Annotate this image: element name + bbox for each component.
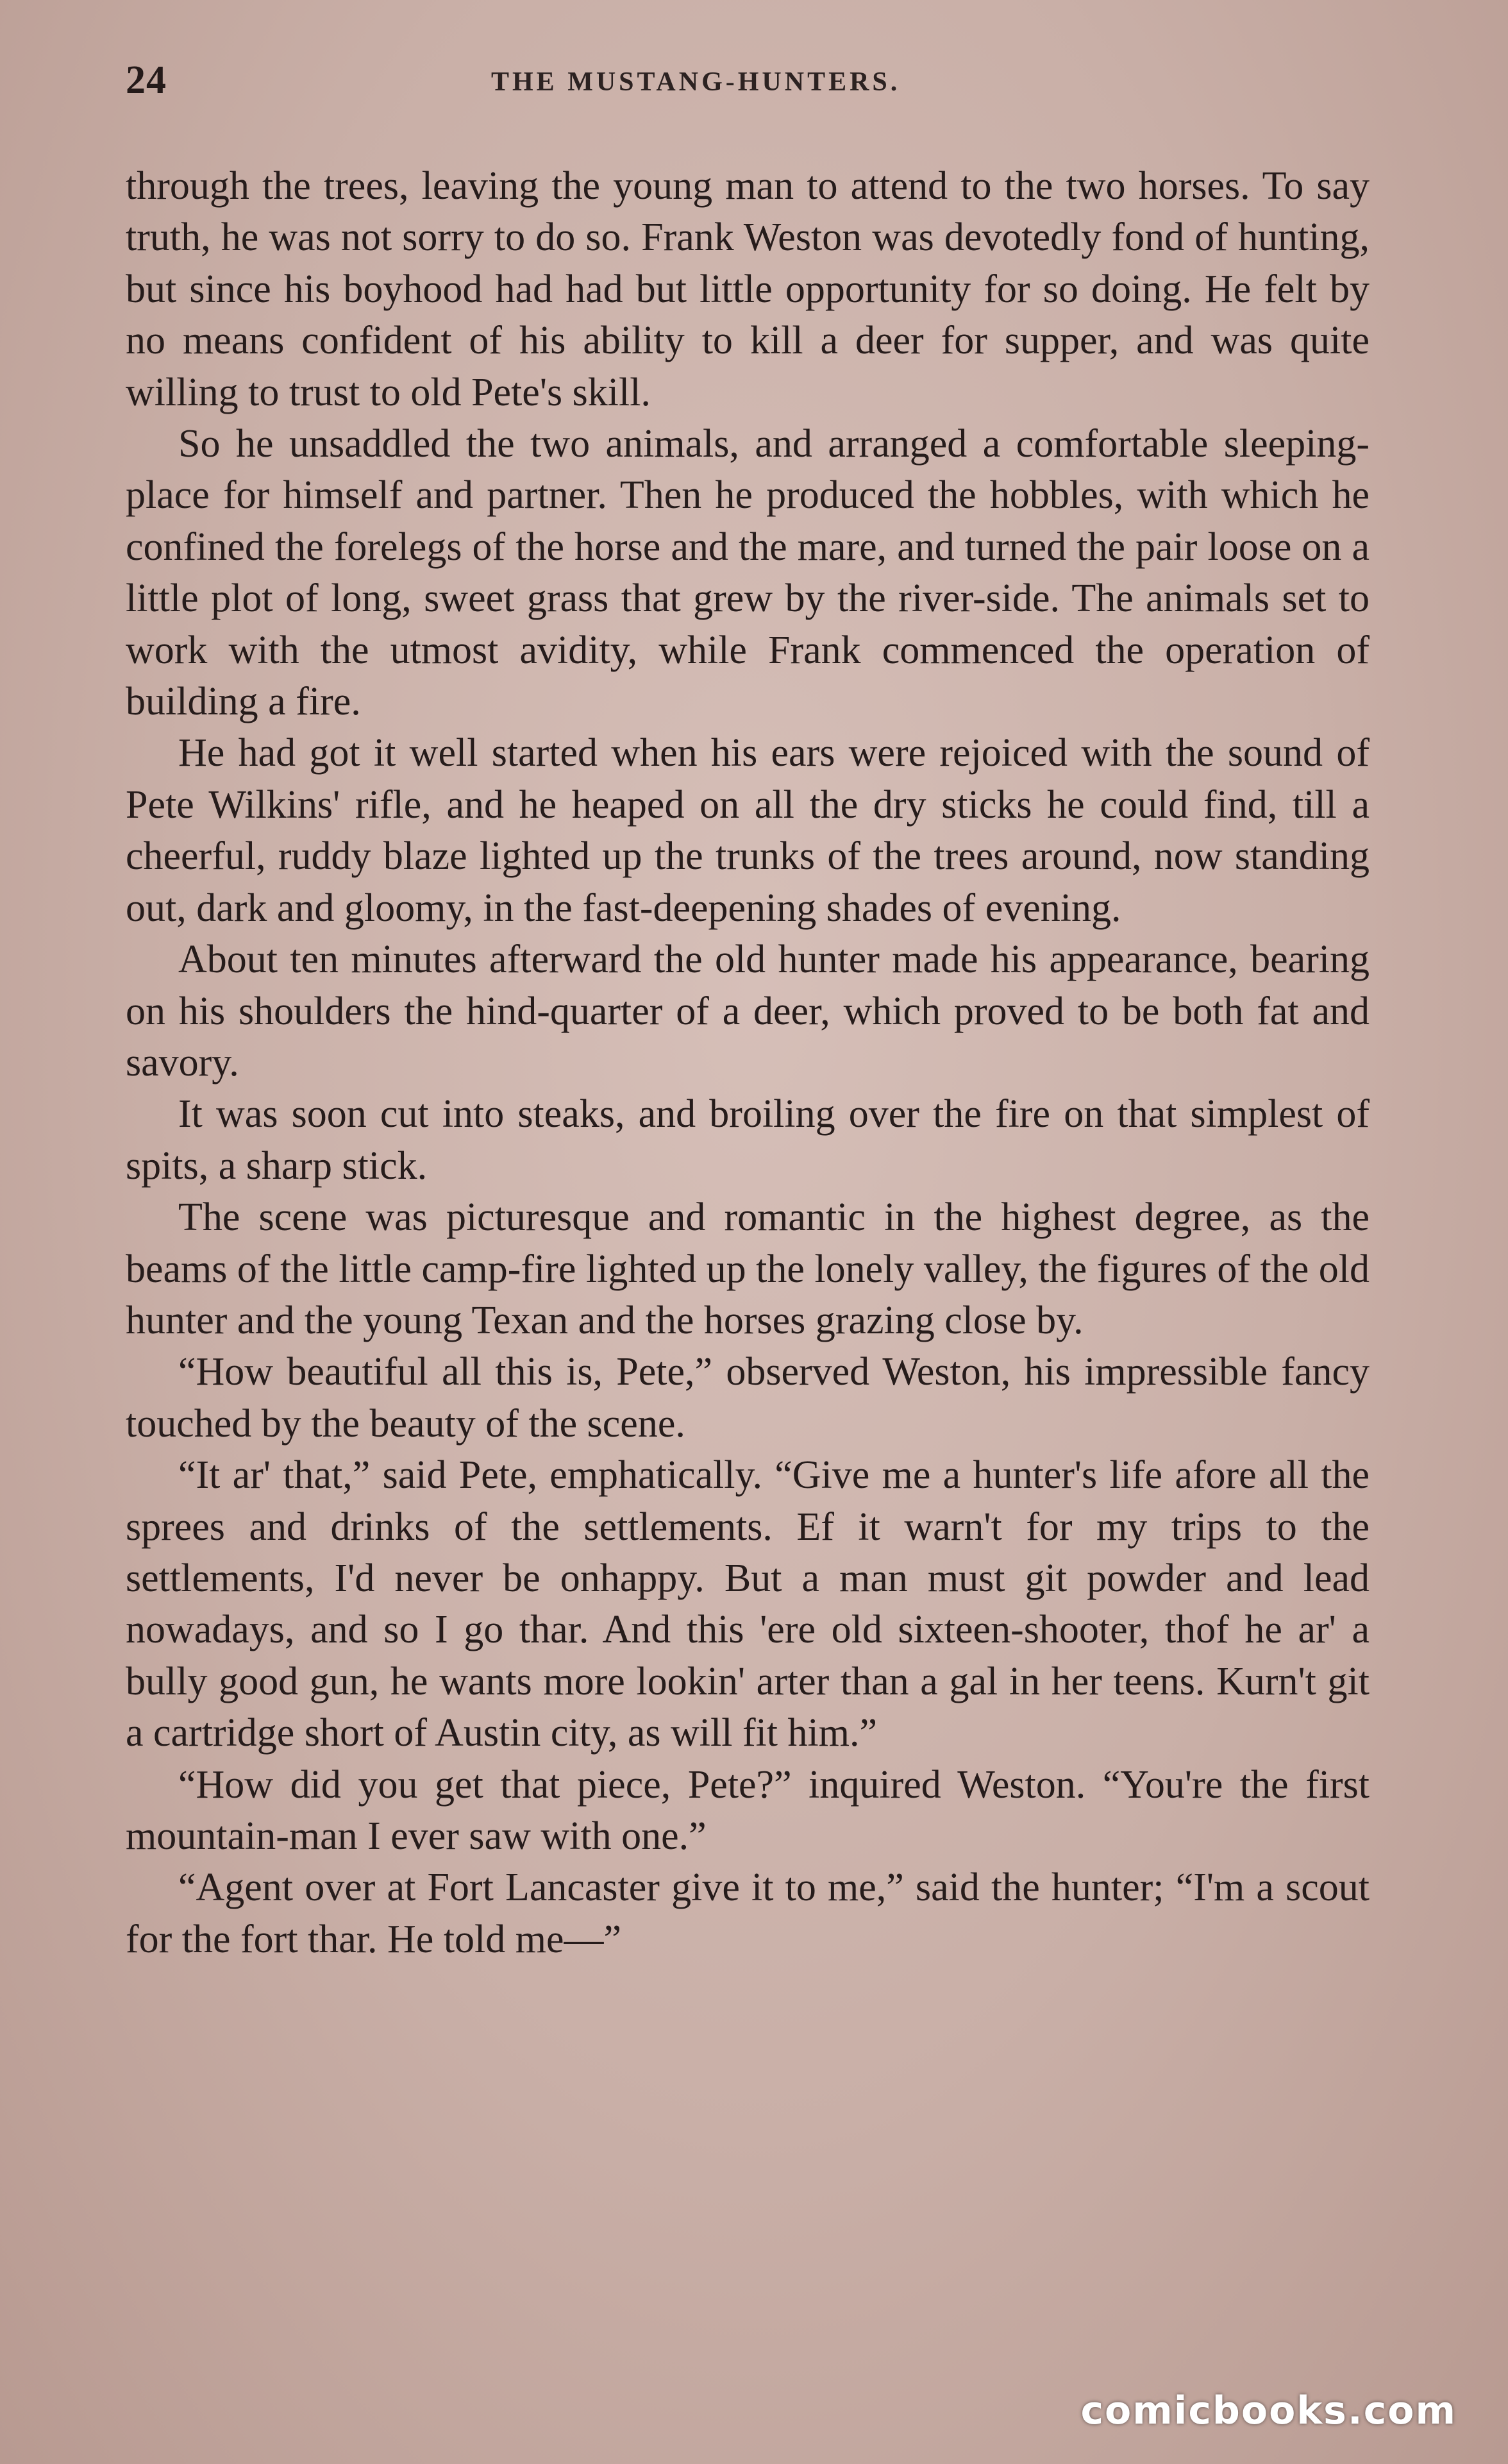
paragraph-2: So he unsaddled the two animals, and arranged a comfortable sleeping-place for himself and partner. Then he produced the hobbles, with which he confined the forelegs of the horse and the mare, and turned the pair loose on a little plot of long, sweet grass that grew by the river-side. The animals set to work with the utmost avidity, while Frank commenced the operation of building a fire. — [126, 422, 1370, 724]
page-header — [126, 58, 1370, 109]
paragraph-8: “It ar' that,” said Pete, emphatically. “Give me a hunter's life afore all the sprees and drinks of the settlements. Ef it warn't for my trips to the settlements, I'd never be onhappy. But a man must git powder and lead nowadays, and so I go thar. And this 'ere old sixteen-shooter, thof he ar' a bully good gun, he wants more lookin' arter than a gal in her teens. Kurn't git a cartridge short of Austin city, as will fit him.” — [126, 1453, 1370, 1755]
paragraph-3: He had got it well started when his ears were rejoiced with the sound of Pete Wilkins' rifle, and he heaped on all the dry sticks he could find, till a cheerful, ruddy blaze lighted up the trunks of the trees around, now standing out, dark and gloomy, in the fast-deepening shades of evening. — [126, 731, 1370, 930]
page-number: 24 — [126, 58, 167, 102]
paragraph-9: “How did you get that piece, Pete?” inquired Weston. “You're the first mountain-man I ever saw with one.” — [126, 1762, 1370, 1858]
body-text — [126, 160, 1370, 1965]
paragraph-6: The scene was picturesque and romantic in the highest degree, as the beams of the little camp-fire lighted up the lonely valley, the figures of the old hunter and the young Texan and the horses grazing close by. — [126, 1195, 1370, 1342]
paragraph-5: It was soon cut into steaks, and broiling over the fire on that simplest of spits, a sharp stick. — [126, 1092, 1370, 1188]
paragraph-10: “Agent over at Fort Lancaster give it to me,” said the hunter; “I'm a scout for the fort thar. He told me—” — [126, 1866, 1370, 1961]
running-title: THE MUSTANG-HUNTERS. — [491, 67, 901, 97]
watermark: comicbooks.com — [1080, 2388, 1457, 2433]
paragraph-1: through the trees, leaving the young man to attend to the two horses. To say truth, he was not sorry to do so. Frank Weston was devotedly fond of hunting, but since his boyhood had had but little opportunity for so doing. He felt by no means confident of his ability to kill a deer for supper, and was quite willing to trust to old Pete's skill. — [126, 164, 1370, 414]
paragraph-7: “How beautiful all this is, Pete,” observed Weston, his impressible fancy touched by the beauty of the scene. — [126, 1350, 1370, 1446]
paragraph-4: About ten minutes afterward the old hunter made his appearance, bearing on his shoulders the hind-quarter of a deer, which proved to be both fat and savory. — [126, 938, 1370, 1084]
